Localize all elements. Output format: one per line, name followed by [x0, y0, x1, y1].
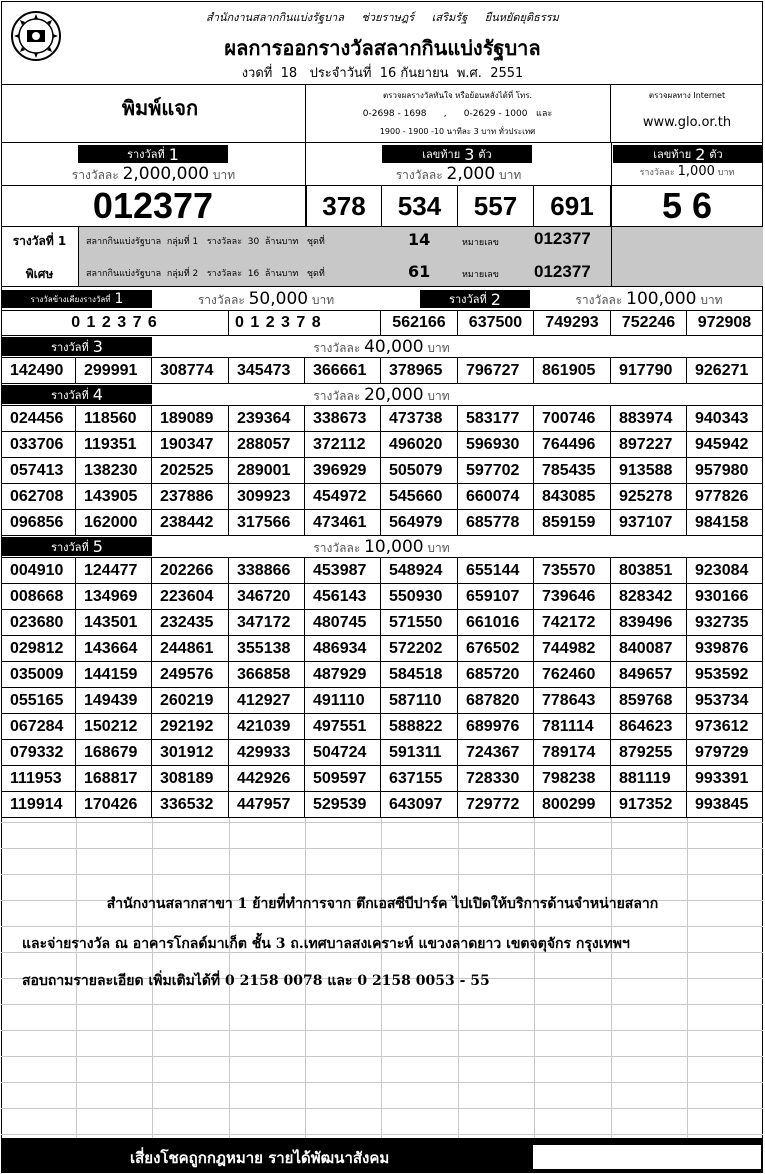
prize2-number: 972908 — [687, 311, 763, 336]
prize5-number: 953592 — [687, 662, 763, 688]
prize5-number: 572202 — [381, 636, 458, 662]
prize3-label: รางวัลที่ 3 — [2, 337, 152, 356]
grid-line — [1, 822, 763, 823]
footer-slogan: เสี่ยงโชคถูกกฎหมาย รายได้พัฒนาสังคม — [130, 1149, 390, 1167]
prize5-number: 932735 — [687, 610, 763, 636]
prize5-number: 939876 — [687, 636, 763, 662]
prize5-number: 456143 — [305, 584, 381, 610]
prize5-number: 447957 — [229, 792, 305, 818]
prize5-number: 366858 — [229, 662, 305, 688]
prize4-number: 859159 — [534, 510, 611, 536]
prize5-number: 232435 — [152, 610, 229, 636]
prize2-number: 749293 — [534, 311, 611, 336]
special-row2-label: พิเศษ — [25, 267, 54, 281]
prize4-number: 118560 — [76, 406, 152, 432]
grid-line — [1, 1030, 763, 1031]
prize5-number: 429933 — [229, 740, 305, 766]
prize4-number: 564979 — [381, 510, 458, 536]
prize4-number: 189089 — [152, 406, 229, 432]
prize5-number: 781114 — [534, 714, 611, 740]
prize4-number: 597702 — [458, 458, 534, 484]
phone-line-3: 1900 - 1900 -10 นาทีละ 3 บาท ทั่วประเทศ — [379, 127, 536, 136]
prize4-number: 119351 — [76, 432, 152, 458]
prize3-number: 926271 — [687, 358, 763, 384]
last3-label: เลขท้าย 3 ตัว — [382, 145, 532, 163]
prize5-number: 150212 — [76, 714, 152, 740]
prize4-number: 977826 — [687, 484, 763, 510]
prize5-number: 879255 — [611, 740, 687, 766]
prize5-number: 497551 — [305, 714, 381, 740]
phone-line-2: 0-2698 - 1698 , 0-2629 - 1000 และ — [362, 109, 553, 119]
prize5-number: 067284 — [1, 714, 76, 740]
page-title: ผลการออกรางวัลสลากกินแบ่งรัฐบาล — [224, 36, 541, 60]
prize4-number: 190347 — [152, 432, 229, 458]
prize4-number: 843085 — [534, 484, 611, 510]
prize4-number: 913588 — [611, 458, 687, 484]
prize4-number: 288057 — [229, 432, 305, 458]
prize5-number: 480745 — [305, 610, 381, 636]
prize5-number: 800299 — [534, 792, 611, 818]
header-tagline: สำนักงานสลากกินแบ่งรัฐบาล ช่วยราษฎร์ เสริมรัฐ ยืนหยัดยุติธรรม — [206, 11, 559, 24]
website-link[interactable]: www.glo.or.th — [642, 115, 732, 130]
prize2-label: รางวัลที่ 2 — [420, 290, 530, 308]
prize4-number: 338673 — [305, 406, 381, 432]
prize5-number: 338866 — [229, 558, 305, 584]
prize5-number: 979729 — [687, 740, 763, 766]
prize4-number: 764496 — [534, 432, 611, 458]
prize5-number: 004910 — [1, 558, 76, 584]
prize4-number: 309923 — [229, 484, 305, 510]
prize2-number: 752246 — [611, 311, 687, 336]
prize4-number: 162000 — [76, 510, 152, 536]
prize5-number: 676502 — [458, 636, 534, 662]
prize5-number: 336532 — [152, 792, 229, 818]
last3-number: 378 — [306, 186, 382, 227]
special-row1-set: 14 — [408, 230, 431, 249]
prize5-number: 803851 — [611, 558, 687, 584]
prize4-number: 685778 — [458, 510, 534, 536]
prize3-number: 142490 — [1, 358, 76, 384]
prize4-number: 925278 — [611, 484, 687, 510]
prize5-number: 143664 — [76, 636, 152, 662]
prize3-number: 366661 — [305, 358, 381, 384]
prize4-number: 202525 — [152, 458, 229, 484]
prize4-number: 033706 — [1, 432, 76, 458]
prize5-number: 923084 — [687, 558, 763, 584]
prize5-number: 789174 — [534, 740, 611, 766]
prize3-number: 345473 — [229, 358, 305, 384]
prize5-number: 685720 — [458, 662, 534, 688]
prize5-number: 143501 — [76, 610, 152, 636]
grid-line — [1, 926, 763, 927]
notice-line-3: สอบถามรายละเอียด เพิ่มเติมได้ที่ 0 2158 0078 และ 0 2158 0053 - 55 — [22, 973, 490, 989]
prize5-number: 548924 — [381, 558, 458, 584]
prize4-number: 940343 — [687, 406, 763, 432]
special-row1-label: รางวัลที่ 1 — [12, 234, 67, 248]
prize4-number: 473461 — [305, 510, 381, 536]
prize5-number: 973612 — [687, 714, 763, 740]
phone-line-1: ตรวจผลรางวัลทันใจ หรือย้อนหลังได้ที่ โทร. — [382, 91, 533, 100]
prize2-number: 637500 — [458, 311, 534, 336]
prize5-number: 355138 — [229, 636, 305, 662]
grid-line — [1, 1082, 763, 1083]
lottery-logo — [10, 10, 62, 62]
prize5-number: 134969 — [76, 584, 152, 610]
prize5-number: 491110 — [305, 688, 381, 714]
prize4-number: 473738 — [381, 406, 458, 432]
prize4-number: 545660 — [381, 484, 458, 510]
prize5-number: 504724 — [305, 740, 381, 766]
special-row2-number: 012377 — [534, 262, 591, 281]
prize5-number: 859768 — [611, 688, 687, 714]
prize4-number: 883974 — [611, 406, 687, 432]
prize5-number: 079332 — [1, 740, 76, 766]
prize4-number: 505079 — [381, 458, 458, 484]
prize4-number: 454972 — [305, 484, 381, 510]
prize4-number: 317566 — [229, 510, 305, 536]
prize5-number: 550930 — [381, 584, 458, 610]
prize4-number: 096856 — [1, 510, 76, 536]
prize5-number: 168679 — [76, 740, 152, 766]
prize4-number: 143905 — [76, 484, 152, 510]
last3-number: 691 — [534, 186, 611, 227]
prize5-number: 347172 — [229, 610, 305, 636]
prize5-number: 487929 — [305, 662, 381, 688]
prize5-number: 778643 — [534, 688, 611, 714]
notice-line-2: และจ่ายรางวัล ณ อาคารโกลด์มาเก็ต ชั้น 3 ถ.เทศบาลสงเคราะห์ แขวงลาดยาว เขตจตุจักร กรุงเทพฯ — [22, 936, 630, 952]
prize2-amount: รางวัลละ 100,000 บาท — [575, 289, 723, 309]
prize5-amount: รางวัลละ 10,000 บาท — [313, 537, 450, 557]
prize5-number: 728330 — [458, 766, 534, 792]
draw-info: งวดที่ 18 ประจำวันที่ 16 กันยายน พ.ศ. 2551 — [241, 66, 524, 81]
prize5-number: 587110 — [381, 688, 458, 714]
last3-amount: รางวัลละ 2,000 บาท — [395, 164, 522, 184]
special-row2-text: สลากกินแบ่งรัฐบาล กลุ่มที่ 2 รางวัลละ 16 ล้านบาท ชุดที่ — [86, 269, 325, 279]
prize5-number: 421039 — [229, 714, 305, 740]
prize4-number: 062708 — [1, 484, 76, 510]
prize5-label: รางวัลที่ 5 — [2, 537, 152, 556]
prize5-number: 591311 — [381, 740, 458, 766]
prize5-number: 659107 — [458, 584, 534, 610]
prize4-number: 138230 — [76, 458, 152, 484]
prize5-number: 687820 — [458, 688, 534, 714]
prize5-number: 453987 — [305, 558, 381, 584]
prize5-number: 170426 — [76, 792, 152, 818]
prize5-number: 223604 — [152, 584, 229, 610]
prize5-number: 849657 — [611, 662, 687, 688]
prize5-number: 739646 — [534, 584, 611, 610]
first-prize-amount: รางวัลละ 2,000,000 บาท — [71, 164, 236, 184]
grid-line — [1, 1004, 763, 1005]
prize4-label: รางวัลที่ 4 — [2, 385, 152, 404]
prize5-number: 035009 — [1, 662, 76, 688]
print-label: พิมพ์แจก — [121, 96, 199, 120]
prize5-number: 412927 — [229, 688, 305, 714]
prize5-number: 149439 — [76, 688, 152, 714]
near-first-number: 0 1 2 3 7 8 — [229, 311, 381, 336]
special-row1-number: 012377 — [534, 229, 591, 248]
prize5-number: 930166 — [687, 584, 763, 610]
prize2-number: 562166 — [381, 311, 458, 336]
prize4-number: 945942 — [687, 432, 763, 458]
last2-amount: รางวัลละ 1,000 บาท — [639, 164, 735, 179]
notice-line-1: สำนักงานสลากสาขา 1 ย้ายที่ทำการจาก ตึกเอสซีบีปาร์ค ไปเปิดให้บริการด้านจำหน่ายสลาก — [106, 896, 659, 912]
prize5-number: 308189 — [152, 766, 229, 792]
prize5-number: 144159 — [76, 662, 152, 688]
prize5-number: 864623 — [611, 714, 687, 740]
prize5-number: 655144 — [458, 558, 534, 584]
prize5-number: 993845 — [687, 792, 763, 818]
prize5-number: 509597 — [305, 766, 381, 792]
last2-label: เลขท้าย 2 ตัว — [613, 145, 763, 163]
prize5-number: 584518 — [381, 662, 458, 688]
special-row1-text: สลากกินแบ่งรัฐบาล กลุ่มที่ 1 รางวัลละ 30 ล้านบาท ชุดที่ — [86, 237, 325, 247]
prize5-number: 346720 — [229, 584, 305, 610]
prize3-number: 861905 — [534, 358, 611, 384]
first-prize-number: 012377 — [92, 185, 214, 226]
prize5-number: 643097 — [381, 792, 458, 818]
prize5-number: 023680 — [1, 610, 76, 636]
prize5-number: 744982 — [534, 636, 611, 662]
grid-line — [1, 848, 763, 849]
prize3-number: 917790 — [611, 358, 687, 384]
prize5-number: 055165 — [1, 688, 76, 714]
emblem-icon — [10, 10, 62, 62]
prize4-number: 237886 — [152, 484, 229, 510]
prize4-number: 897227 — [611, 432, 687, 458]
prize5-number: 029812 — [1, 636, 76, 662]
prize5-number: 689976 — [458, 714, 534, 740]
prize4-number: 785435 — [534, 458, 611, 484]
prize4-amount: รางวัลละ 20,000 บาท — [313, 385, 450, 405]
near-first-number: 0 1 2 3 7 6 — [1, 311, 229, 336]
prize4-number: 496020 — [381, 432, 458, 458]
prize5-number: 119914 — [1, 792, 76, 818]
prize5-number: 124477 — [76, 558, 152, 584]
prize4-number: 238442 — [152, 510, 229, 536]
near-first-label: รางวัลข้างเคียงรางวัลที่ 1 — [2, 290, 152, 308]
prize5-number: 111953 — [1, 766, 76, 792]
prize5-number: 762460 — [534, 662, 611, 688]
prize5-number: 993391 — [687, 766, 763, 792]
grid-line — [1, 1056, 763, 1057]
prize5-number: 168817 — [76, 766, 152, 792]
prize5-number: 301912 — [152, 740, 229, 766]
grid-line — [1, 1134, 763, 1135]
prize5-number: 486934 — [305, 636, 381, 662]
prize5-number: 244861 — [152, 636, 229, 662]
prize3-number: 308774 — [152, 358, 229, 384]
prize5-number: 588822 — [381, 714, 458, 740]
internet-label: ตรวจผลทาง Internet — [648, 91, 726, 100]
prize4-number: 937107 — [611, 510, 687, 536]
table-bottom-border — [1, 817, 763, 818]
prize3-amount: รางวัลละ 40,000 บาท — [313, 337, 450, 357]
prize5-number: 442926 — [229, 766, 305, 792]
near-first-amount: รางวัลละ 50,000 บาท — [197, 289, 335, 309]
grid-line — [1, 874, 763, 875]
prize5-number: 735570 — [534, 558, 611, 584]
prize4-number: 583177 — [458, 406, 534, 432]
footer-blank-box — [533, 1145, 761, 1169]
prize5-number: 292192 — [152, 714, 229, 740]
prize4-number: 289001 — [229, 458, 305, 484]
prize5-number: 917352 — [611, 792, 687, 818]
last2-number: 5 6 — [661, 185, 713, 226]
prize4-number: 700746 — [534, 406, 611, 432]
special-row1-number-label: หมายเลข — [462, 238, 499, 248]
prize5-number: 661016 — [458, 610, 534, 636]
prize5-number: 571550 — [381, 610, 458, 636]
last3-number: 534 — [382, 186, 458, 227]
first-prize-label: รางวัลที่ 1 — [78, 145, 228, 163]
prize4-number: 660074 — [458, 484, 534, 510]
prize4-number: 596930 — [458, 432, 534, 458]
prize4-number: 984158 — [687, 510, 763, 536]
prize4-number: 024456 — [1, 406, 76, 432]
prize5-number: 839496 — [611, 610, 687, 636]
prize5-number: 840087 — [611, 636, 687, 662]
prize3-number: 378965 — [381, 358, 458, 384]
prize4-number: 396929 — [305, 458, 381, 484]
grid-line — [1, 1108, 763, 1109]
prize5-number: 008668 — [1, 584, 76, 610]
special-row2-set: 61 — [408, 262, 431, 281]
special-prize-right-box — [611, 227, 763, 286]
prize4-number: 057413 — [1, 458, 76, 484]
prize5-number: 881119 — [611, 766, 687, 792]
prize5-number: 742172 — [534, 610, 611, 636]
prize5-number: 724367 — [458, 740, 534, 766]
last3-number: 557 — [458, 186, 534, 227]
prize5-number: 529539 — [305, 792, 381, 818]
prize5-number: 202266 — [152, 558, 229, 584]
prize5-number: 729772 — [458, 792, 534, 818]
prize3-number: 796727 — [458, 358, 534, 384]
prize5-number: 798238 — [534, 766, 611, 792]
special-row2-number-label: หมายเลข — [462, 270, 499, 280]
prize4-number: 957980 — [687, 458, 763, 484]
prize5-number: 828342 — [611, 584, 687, 610]
prize4-number: 239364 — [229, 406, 305, 432]
prize3-number: 299991 — [76, 358, 152, 384]
prize5-number: 953734 — [687, 688, 763, 714]
prize5-number: 249576 — [152, 662, 229, 688]
prize4-number: 372112 — [305, 432, 381, 458]
prize5-number: 637155 — [381, 766, 458, 792]
prize5-number: 260219 — [152, 688, 229, 714]
